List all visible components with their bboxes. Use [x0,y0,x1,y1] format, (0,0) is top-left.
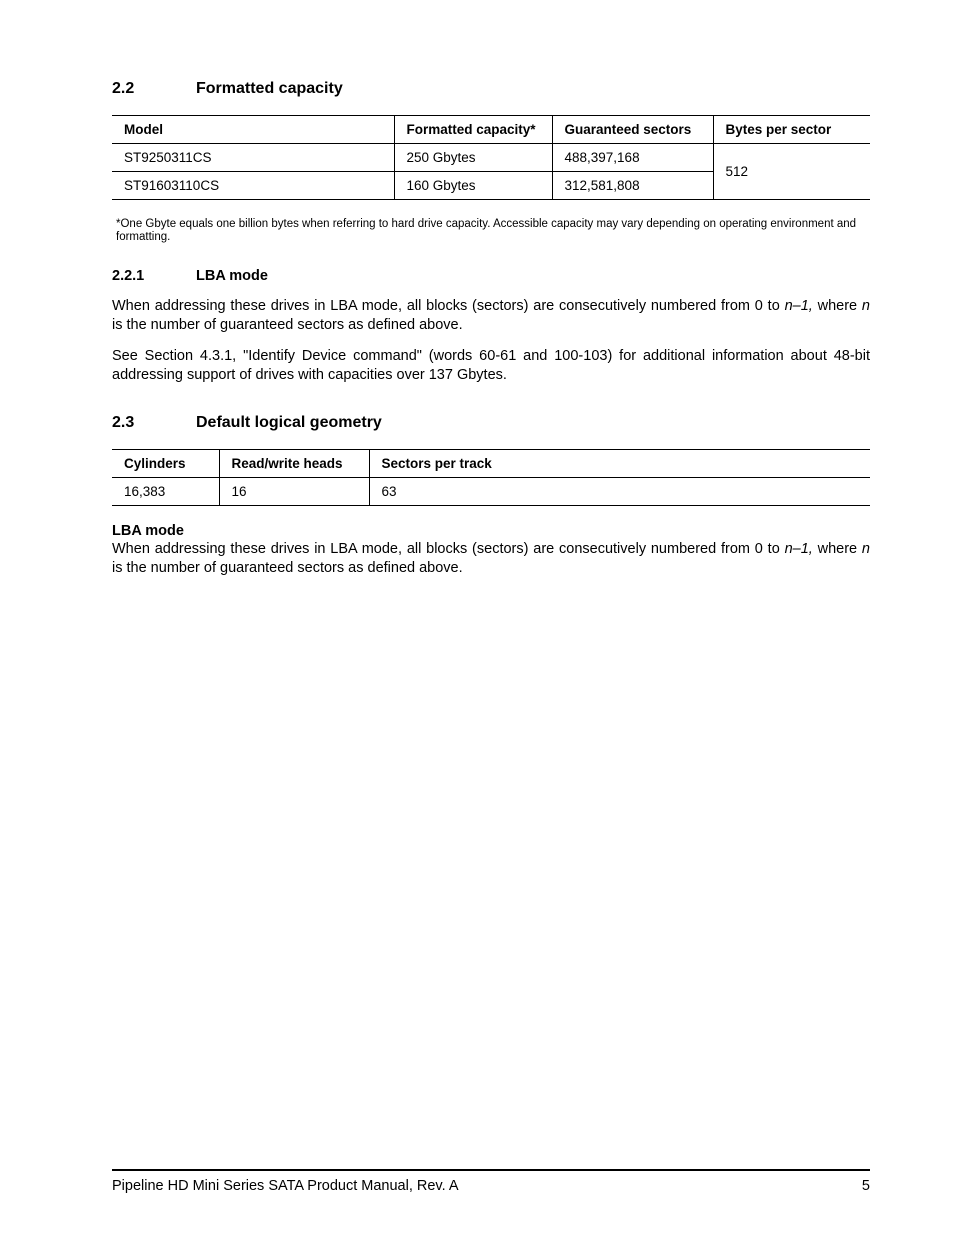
cell-sectors-per-track: 63 [369,478,870,506]
page-number: 5 [861,1178,870,1194]
col-header-guaranteed-sectors: Guaranteed sectors [552,116,713,144]
capacity-footnote: *One Gbyte equals one billion bytes when referring to hard drive capacity. Accessible capacity may vary depending on operating environment and formatting. [116,218,857,243]
col-header-cylinders: Cylinders [112,450,219,478]
cell-sectors: 488,397,168 [552,144,713,172]
section-number: 2.2.1 [112,268,145,284]
math-text: n–1, [784,298,813,314]
cell-bytes-per-sector: 512 [713,144,870,200]
cell-model: ST9250311CS [112,144,394,172]
page-footer [112,1169,870,1194]
math-text: n [861,298,870,314]
lba-paragraph-2 [112,540,870,578]
col-header-sectors-per-track: Sectors per track [369,450,870,478]
col-header-model: Model [112,116,394,144]
text: where [812,298,862,314]
formatted-capacity-table [112,115,870,200]
lba-mode-subheading: LBA mode [112,523,184,539]
cell-sectors: 312,581,808 [552,172,713,200]
col-header-bytes-per-sector: Bytes per sector [713,116,870,144]
lba-paragraph [112,297,870,335]
text: where [812,541,862,557]
col-header-heads: Read/write heads [219,450,369,478]
cell-heads: 16 [219,478,369,506]
table-row [112,144,870,172]
text: is the number of guaranteed sectors as defined above. [112,317,463,333]
math-text: n [861,541,870,557]
text: is the number of guaranteed sectors as defined above. [112,560,463,576]
identify-device-paragraph: See Section 4.3.1, "Identify Device command" (words 60-61 and 100-103) for additional information about 48-bit addressing support of drives with capacities over 137 Gbytes. [112,348,870,383]
section-title: Formatted capacity [196,80,343,97]
cell-cylinders: 16,383 [112,478,219,506]
section-title: LBA mode [196,268,268,284]
table-row [112,478,870,506]
section-number: 2.3 [112,414,135,431]
section-number: 2.2 [112,80,135,97]
cell-capacity: 160 Gbytes [394,172,552,200]
cell-model: ST91603110CS [112,172,394,200]
footer-title: Pipeline HD Mini Series SATA Product Manual, Rev. A [112,1178,459,1194]
math-text: n–1, [784,541,813,557]
section-title: Default logical geometry [196,414,382,431]
text: When addressing these drives in LBA mode, all blocks (sectors) are consecutively numbered from 0 to [112,541,785,557]
col-header-formatted-capacity: Formatted capacity* [394,116,552,144]
logical-geometry-table [112,449,870,506]
text: When addressing these drives in LBA mode, all blocks (sectors) are consecutively numbered from 0 to [112,298,785,314]
cell-capacity: 250 Gbytes [394,144,552,172]
